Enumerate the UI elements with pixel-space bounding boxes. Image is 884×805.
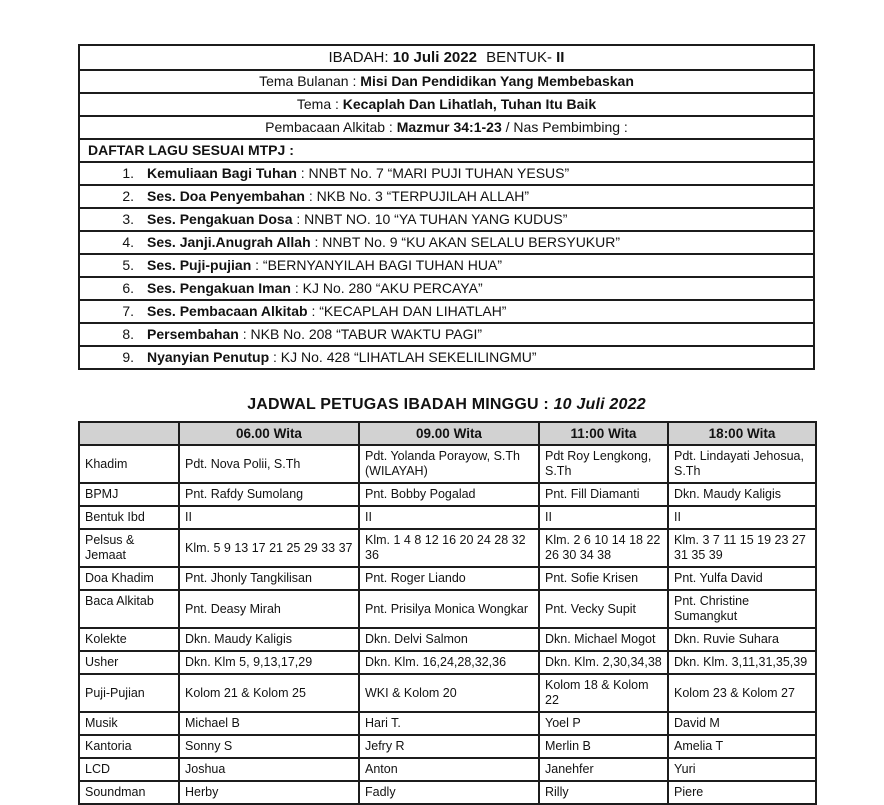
schedule-row-usher xyxy=(79,651,816,674)
song-cell xyxy=(79,300,814,323)
song-cell xyxy=(79,323,814,346)
schedule-cell: Pdt. Lindayati Jehosua, S.Th xyxy=(668,445,816,483)
schedule-row-musik xyxy=(79,712,816,735)
tema-bulanan-cell xyxy=(79,70,814,93)
schedule-cell: Dkn. Klm. 3,11,31,35,39 xyxy=(668,651,816,674)
schedule-cell: Hari T. xyxy=(359,712,539,735)
song-list-header-row xyxy=(79,139,814,162)
schedule-cell: Pdt. Yolanda Porayow, S.Th (WILAYAH) xyxy=(359,445,539,483)
song-row xyxy=(79,254,814,277)
schedule-cell: Pdt Roy Lengkong, S.Th xyxy=(539,445,668,483)
schedule-cell: Rilly xyxy=(539,781,668,804)
row-label-cell: LCD xyxy=(79,758,179,781)
row-label-cell: Bentuk Ibd xyxy=(79,506,179,529)
schedule-row-bpmj xyxy=(79,483,816,506)
schedule-cell: Pnt. Rafdy Sumolang xyxy=(179,483,359,506)
song-cell xyxy=(79,277,814,300)
service-title-row xyxy=(79,45,814,70)
song-value: : NNBT NO. 10 “YA TUHAN YANG KUDUS” xyxy=(292,211,568,227)
schedule-cell: Herby xyxy=(179,781,359,804)
song-label: Ses. Pengakuan Iman xyxy=(147,280,291,296)
schedule-cell: Klm. 1 4 8 12 16 20 24 28 32 36 xyxy=(359,529,539,567)
song-label: Ses. Janji.Anugrah Allah xyxy=(147,234,311,250)
schedule-cell: Klm. 2 6 10 14 18 22 26 30 34 38 xyxy=(539,529,668,567)
tema-bulanan-value: Misi Dan Pendidikan Yang Membebaskan xyxy=(360,73,634,89)
schedule-cell: Piere xyxy=(668,781,816,804)
song-value: : NNBT No. 7 “MARI PUJI TUHAN YESUS” xyxy=(296,165,570,181)
schedule-cell: Yoel P xyxy=(539,712,668,735)
schedule-row-soundman xyxy=(79,781,816,804)
song-number: 4. xyxy=(122,234,134,250)
service-bentuk-value: II xyxy=(556,49,565,66)
schedule-title-text: JADWAL PETUGAS IBADAH MINGGU : xyxy=(247,396,549,413)
schedule-title-date: 10 Juli 2022 xyxy=(553,396,646,413)
service-info-table xyxy=(78,44,815,370)
song-number: 2. xyxy=(122,188,134,204)
song-label: Ses. Doa Penyembahan xyxy=(147,188,305,204)
song-number: 1. xyxy=(122,165,134,181)
schedule-cell: Kolom 21 & Kolom 25 xyxy=(179,674,359,712)
song-row xyxy=(79,185,814,208)
schedule-cell: David M xyxy=(668,712,816,735)
row-label-cell: BPMJ xyxy=(79,483,179,506)
schedule-cell: Dkn. Maudy Kaligis xyxy=(179,628,359,651)
row-label-cell: Soundman xyxy=(79,781,179,804)
schedule-cell: Pnt. Christine Sumangkut xyxy=(668,590,816,628)
song-label: Ses. Pengakuan Dosa xyxy=(147,211,293,227)
schedule-cell: II xyxy=(359,506,539,529)
song-list-header: DAFTAR LAGU SESUAI MTPJ : xyxy=(79,139,814,162)
schedule-cell: Pnt. Deasy Mirah xyxy=(179,590,359,628)
schedule-row-khadim xyxy=(79,445,816,483)
schedule-row-lcd xyxy=(79,758,816,781)
tema-bulanan-row xyxy=(79,70,814,93)
song-row xyxy=(79,323,814,346)
schedule-cell: Anton xyxy=(359,758,539,781)
schedule-cell: Dkn. Klm 5, 9,13,17,29 xyxy=(179,651,359,674)
schedule-row-pelsus-jemaat xyxy=(79,529,816,567)
schedule-cell: II xyxy=(179,506,359,529)
song-row xyxy=(79,346,814,369)
schedule-cell: Pnt. Yulfa David xyxy=(668,567,816,590)
schedule-row-bentuk-ibd xyxy=(79,506,816,529)
row-label-cell: Kolekte xyxy=(79,628,179,651)
song-label: Kemuliaan Bagi Tuhan xyxy=(147,165,297,181)
schedule-cell: Pnt. Jhonly Tangkilisan xyxy=(179,567,359,590)
schedule-table xyxy=(78,421,817,805)
schedule-cell: Pnt. Fill Diamanti xyxy=(539,483,668,506)
schedule-header-1100: 11:00 Wita xyxy=(539,422,668,445)
song-cell xyxy=(79,162,814,185)
song-number: 8. xyxy=(122,326,134,342)
song-value: : “KECAPLAH DAN LIHATLAH” xyxy=(307,303,507,319)
pembacaan-suffix: / Nas Pembimbing : xyxy=(501,119,628,135)
tema-cell xyxy=(79,93,814,116)
schedule-cell: Janehfer xyxy=(539,758,668,781)
song-cell xyxy=(79,208,814,231)
schedule-header-0900: 09.00 Wita xyxy=(359,422,539,445)
tema-label: Tema : xyxy=(296,96,339,112)
row-label-cell: Khadim xyxy=(79,445,179,483)
song-number: 5. xyxy=(122,257,134,273)
schedule-title xyxy=(78,396,815,414)
song-value: : NNBT No. 9 “KU AKAN SELALU BERSYUKUR” xyxy=(310,234,621,250)
schedule-cell: Klm. 3 7 11 15 19 23 27 31 35 39 xyxy=(668,529,816,567)
schedule-cell: Dkn. Ruvie Suhara xyxy=(668,628,816,651)
song-cell xyxy=(79,231,814,254)
row-label-cell: Usher xyxy=(79,651,179,674)
schedule-cell: Joshua xyxy=(179,758,359,781)
schedule-row-baca-alkitab xyxy=(79,590,816,628)
schedule-cell: Pnt. Bobby Pogalad xyxy=(359,483,539,506)
tema-row xyxy=(79,93,814,116)
service-bentuk-label: BENTUK- xyxy=(486,49,552,66)
row-label-cell: Pelsus & Jemaat xyxy=(79,529,179,567)
song-label: Ses. Puji-pujian xyxy=(147,257,252,273)
schedule-cell: Merlin B xyxy=(539,735,668,758)
document-page xyxy=(78,44,815,805)
row-label-cell: Puji-Pujian xyxy=(79,674,179,712)
schedule-cell: Dkn. Klm. 16,24,28,32,36 xyxy=(359,651,539,674)
schedule-row-puji-pujian xyxy=(79,674,816,712)
schedule-cell: Fadly xyxy=(359,781,539,804)
song-value: : KJ No. 280 “AKU PERCAYA” xyxy=(290,280,483,296)
schedule-cell: II xyxy=(668,506,816,529)
schedule-cell: II xyxy=(539,506,668,529)
schedule-row-doa-khadim xyxy=(79,567,816,590)
tema-bulanan-label: Tema Bulanan : xyxy=(259,73,357,89)
schedule-cell: Dkn. Klm. 2,30,34,38 xyxy=(539,651,668,674)
row-label-cell: Doa Khadim xyxy=(79,567,179,590)
service-date: 10 Juli 2022 xyxy=(392,49,477,66)
row-label-cell: Kantoria xyxy=(79,735,179,758)
song-label: Persembahan xyxy=(147,326,239,342)
schedule-cell: Sonny S xyxy=(179,735,359,758)
service-title-cell xyxy=(79,45,814,70)
schedule-cell: Kolom 23 & Kolom 27 xyxy=(668,674,816,712)
song-value: : NKB No. 3 “TERPUJILAH ALLAH” xyxy=(304,188,530,204)
song-cell xyxy=(79,254,814,277)
schedule-cell: Dkn. Delvi Salmon xyxy=(359,628,539,651)
song-row xyxy=(79,277,814,300)
schedule-cell: Kolom 18 & Kolom 22 xyxy=(539,674,668,712)
song-value: : KJ No. 428 “LIHATLAH SEKELILINGMU” xyxy=(269,349,537,365)
schedule-cell: Dkn. Michael Mogot xyxy=(539,628,668,651)
song-cell xyxy=(79,185,814,208)
schedule-cell: WKI & Kolom 20 xyxy=(359,674,539,712)
schedule-cell: Jefry R xyxy=(359,735,539,758)
pembacaan-value: Mazmur 34:1-23 xyxy=(396,119,502,135)
song-number: 6. xyxy=(122,280,134,296)
schedule-cell: Pnt. Sofie Krisen xyxy=(539,567,668,590)
schedule-header-0600: 06.00 Wita xyxy=(179,422,359,445)
song-number: 3. xyxy=(122,211,134,227)
song-number: 9. xyxy=(122,349,134,365)
song-label: Nyanyian Penutup xyxy=(147,349,270,365)
schedule-cell: Yuri xyxy=(668,758,816,781)
schedule-cell: Dkn. Maudy Kaligis xyxy=(668,483,816,506)
service-title-prefix: IBADAH: xyxy=(328,49,389,66)
pembacaan-label: Pembacaan Alkitab : xyxy=(265,119,393,135)
song-cell xyxy=(79,346,814,369)
row-label-cell: Musik xyxy=(79,712,179,735)
schedule-header-row xyxy=(79,422,816,445)
schedule-cell: Pdt. Nova Polii, S.Th xyxy=(179,445,359,483)
schedule-cell: Pnt. Vecky Supit xyxy=(539,590,668,628)
song-label: Ses. Pembacaan Alkitab xyxy=(147,303,308,319)
song-value: : “BERNYANYILAH BAGI TUHAN HUA” xyxy=(251,257,502,273)
schedule-header-1800: 18:00 Wita xyxy=(668,422,816,445)
schedule-cell: Pnt. Prisilya Monica Wongkar xyxy=(359,590,539,628)
song-row xyxy=(79,300,814,323)
song-value: : NKB No. 208 “TABUR WAKTU PAGI” xyxy=(238,326,483,342)
song-number: 7. xyxy=(122,303,134,319)
pembacaan-row xyxy=(79,116,814,139)
pembacaan-cell xyxy=(79,116,814,139)
schedule-cell: Pnt. Roger Liando xyxy=(359,567,539,590)
row-label-cell: Baca Alkitab xyxy=(79,590,179,628)
schedule-cell: Klm. 5 9 13 17 21 25 29 33 37 xyxy=(179,529,359,567)
song-row xyxy=(79,162,814,185)
schedule-row-kolekte xyxy=(79,628,816,651)
tema-value: Kecaplah Dan Lihatlah, Tuhan Itu Baik xyxy=(342,96,597,112)
song-row xyxy=(79,208,814,231)
schedule-header-empty xyxy=(79,422,179,445)
schedule-cell: Michael B xyxy=(179,712,359,735)
schedule-row-kantoria xyxy=(79,735,816,758)
schedule-cell: Amelia T xyxy=(668,735,816,758)
song-row xyxy=(79,231,814,254)
